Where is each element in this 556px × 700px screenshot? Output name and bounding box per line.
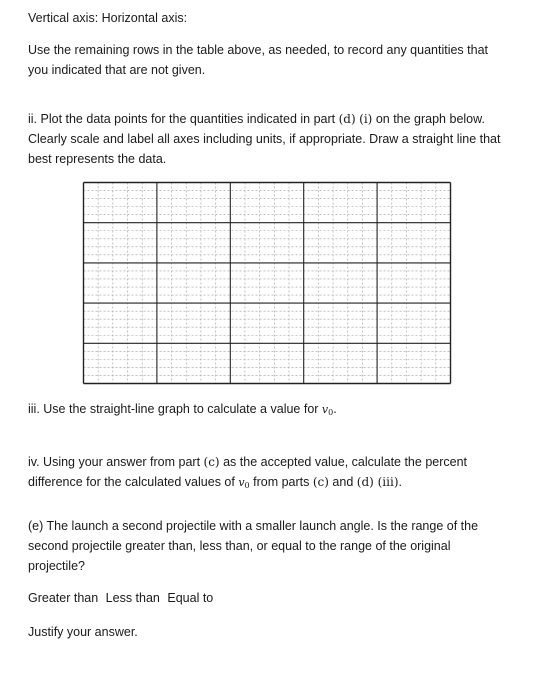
part-iv-line2	[28, 472, 518, 496]
part-iii-question	[28, 399, 518, 423]
v0-symbol-iv	[238, 476, 249, 489]
part-ii-text2: on the graph below.	[372, 112, 485, 126]
option-less-than[interactable]: Less than	[105, 591, 160, 605]
part-ii-line3: best represents the data.	[28, 152, 167, 166]
rows-instruction-line2: you indicated that are not given.	[28, 63, 206, 77]
part-iv-text1: iv. Using your answer from part	[28, 455, 204, 469]
v-symbol: v	[321, 403, 329, 416]
part-ii-text1: ii. Plot the data points for the quantities indicated in part	[28, 112, 339, 126]
part-e-question	[28, 516, 518, 576]
rows-instruction	[28, 40, 518, 80]
answer-options	[28, 588, 518, 608]
part-iii-text: iii. Use the straight-line graph to calculate a value for	[28, 402, 322, 416]
part-ii-line1	[28, 109, 518, 129]
part-iv-text2: as the accepted value, calculate the percent	[219, 455, 468, 469]
part-ii-line2: Clearly scale and label all axes including units, if appropriate. Draw a straight line that	[28, 132, 501, 146]
v-subscript-iv: 0	[244, 481, 250, 490]
v-subscript: 0	[328, 408, 334, 417]
v0-symbol	[322, 403, 333, 416]
part-ii-question	[28, 109, 518, 169]
part-e-line3: projectile?	[28, 559, 85, 573]
part-iv-end: .	[398, 475, 402, 489]
part-iv-and: and	[328, 475, 357, 489]
ref-part-i: (i)	[359, 112, 373, 126]
ref-part-c-2: (c)	[312, 475, 329, 489]
part-e-line2: second projectile greater than, less than, or equal to the range of the original	[28, 539, 451, 553]
part-iv-text4: from parts	[249, 475, 313, 489]
part-iv-text3: difference for the calculated values of	[28, 475, 239, 489]
rows-instruction-line1: Use the remaining rows in the table above, as needed, to record any quantities that	[28, 43, 489, 57]
ref-part-c: (c)	[203, 455, 220, 469]
part-iv-question	[28, 452, 518, 496]
part-e-line1: (e) The launch a second projectile with a smaller launch angle. Is the range of the	[28, 519, 479, 533]
v-symbol-iv: v	[238, 476, 245, 489]
option-equal-to[interactable]: Equal to	[167, 591, 214, 605]
graph-paper[interactable]	[82, 181, 452, 385]
part-iv-line1	[28, 452, 518, 472]
justify-prompt: Justify your answer.	[28, 625, 138, 639]
option-greater-than[interactable]: Greater than	[28, 591, 99, 605]
ref-part-d: (d)	[338, 112, 356, 126]
axis-label-line: Vertical axis: Horizontal axis:	[28, 11, 188, 25]
graph-grid-svg	[82, 181, 452, 385]
ref-part-d-iii: (d) (iii)	[356, 475, 399, 489]
part-iii-end: .	[333, 402, 337, 416]
